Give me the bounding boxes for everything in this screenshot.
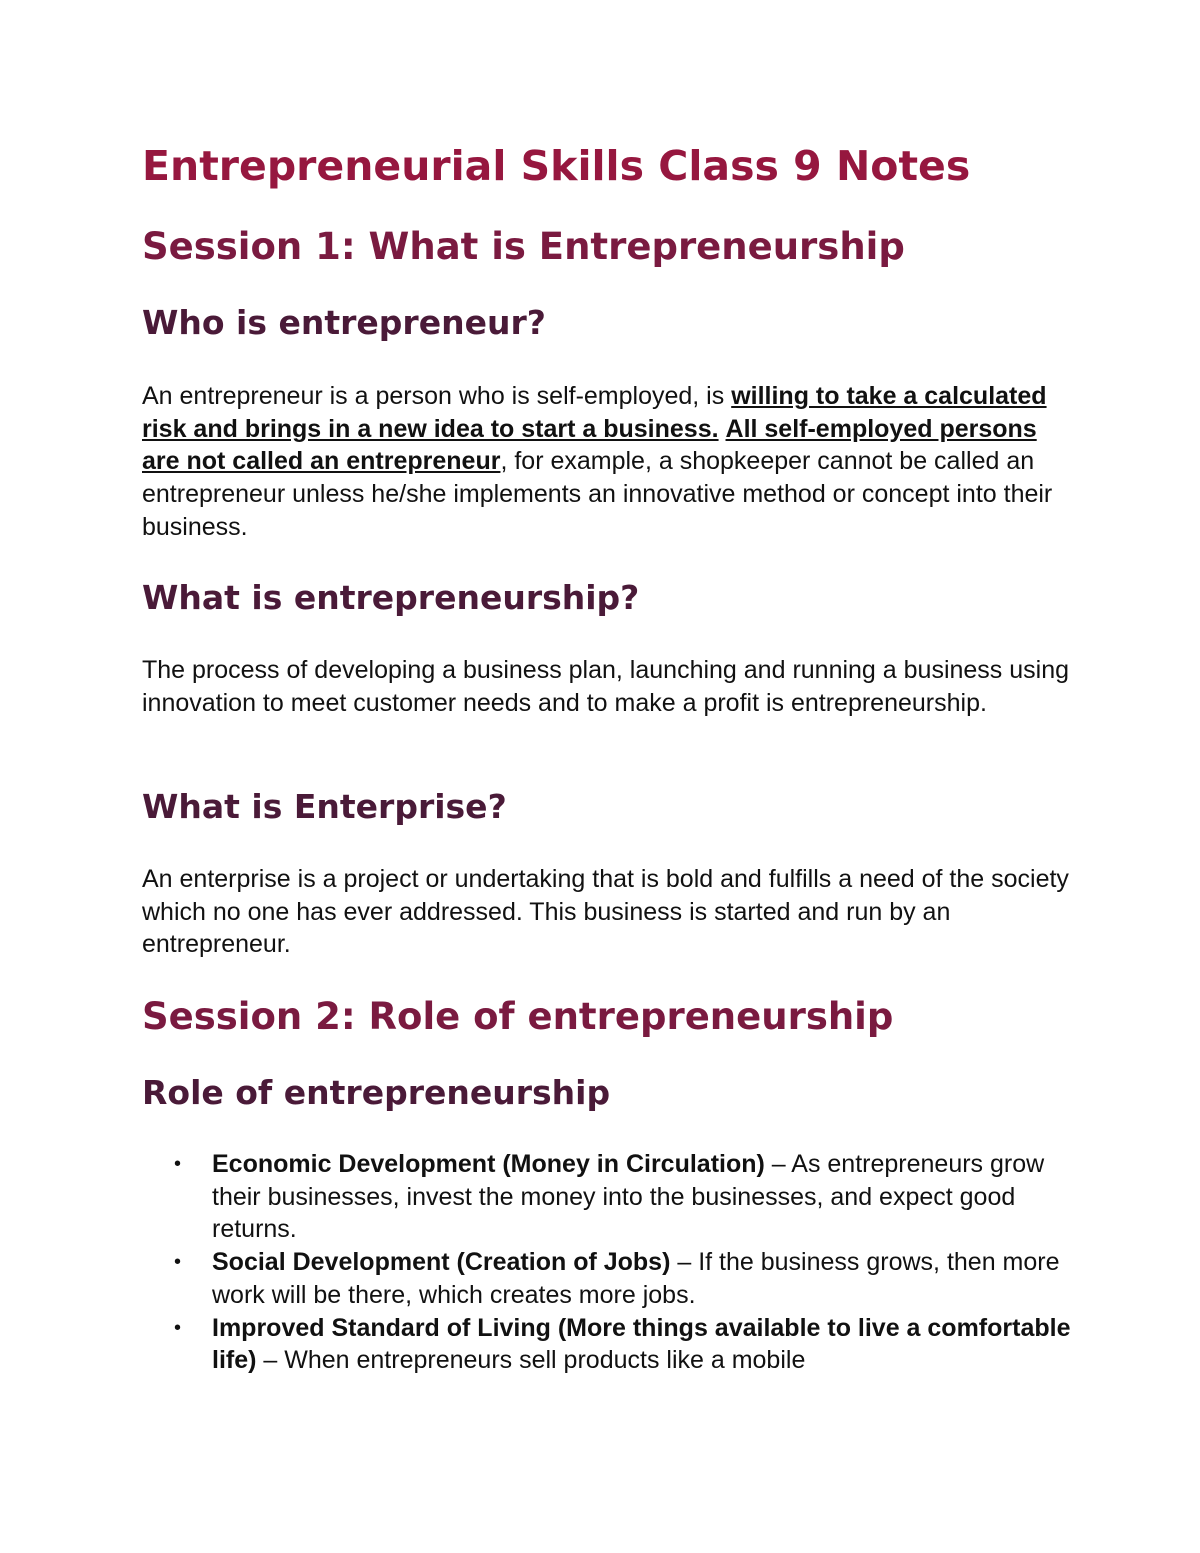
- session-1-heading: Session 1: What is Entrepreneurship: [142, 225, 905, 268]
- bullet-icon: •: [174, 1316, 182, 1339]
- paragraph-text: [719, 415, 726, 443]
- list-item-bold: Social Development (Creation of Jobs): [212, 1248, 671, 1277]
- session-2-heading: Session 2: Role of entrepreneurship: [142, 995, 894, 1038]
- list-item-bold: Economic Development (Money in Circulation): [212, 1150, 765, 1178]
- list-item-text: – If the business grows, then more work will be there, which creates more jobs.: [212, 1248, 1060, 1309]
- paragraph-text: , for example, a shopkeeper cannot be called an entrepreneur unless he/she implements an innovative method or concept into their business.: [142, 447, 1053, 541]
- underlined-text: All self-employed persons are not called an entrepreneur: [142, 414, 1037, 476]
- bullet-icon: •: [174, 1153, 182, 1175]
- underlined-text: willing to take a calculated risk and brings in a new idea to start a business.: [142, 382, 1047, 443]
- list-item: [142, 1148, 1072, 1246]
- document-title: Entrepreneurial Skills Class 9 Notes: [142, 142, 971, 190]
- paragraph-text: An entrepreneur is a person who is self-employed, is: [142, 382, 732, 410]
- role-of-entrepreneurship-heading: Role of entrepreneurship: [142, 1073, 611, 1112]
- what-is-enterprise-heading: What is Enterprise?: [142, 787, 507, 826]
- list-item-bold: Improved Standard of Living (More things available to live a comfortable life): [212, 1313, 1071, 1375]
- who-is-entrepreneur-heading: Who is entrepreneur?: [142, 303, 546, 342]
- list-item-text: – As entrepreneurs grow their businesses, invest the money into the businesses, and expect good returns.: [212, 1150, 1045, 1244]
- bullet-icon: •: [174, 1251, 182, 1274]
- role-bullet-list: [142, 1148, 1072, 1377]
- who-is-entrepreneur-paragraph: [142, 380, 1072, 544]
- what-is-entrepreneurship-heading: What is entrepreneurship?: [142, 578, 640, 617]
- list-item: [142, 1246, 1072, 1311]
- list-item-text: – When entrepreneurs sell products like a mobile: [256, 1346, 806, 1375]
- list-item: [142, 1312, 1072, 1377]
- what-is-enterprise-paragraph: An enterprise is a project or undertaking that is bold and fulfills a need of the society which no one has ever addressed. This business is started and run by an entrepreneur.: [142, 865, 1069, 959]
- what-is-entrepreneurship-paragraph: The process of developing a business plan, launching and running a business using innovation to meet customer needs and to make a profit is entrepreneurship.: [142, 656, 1070, 717]
